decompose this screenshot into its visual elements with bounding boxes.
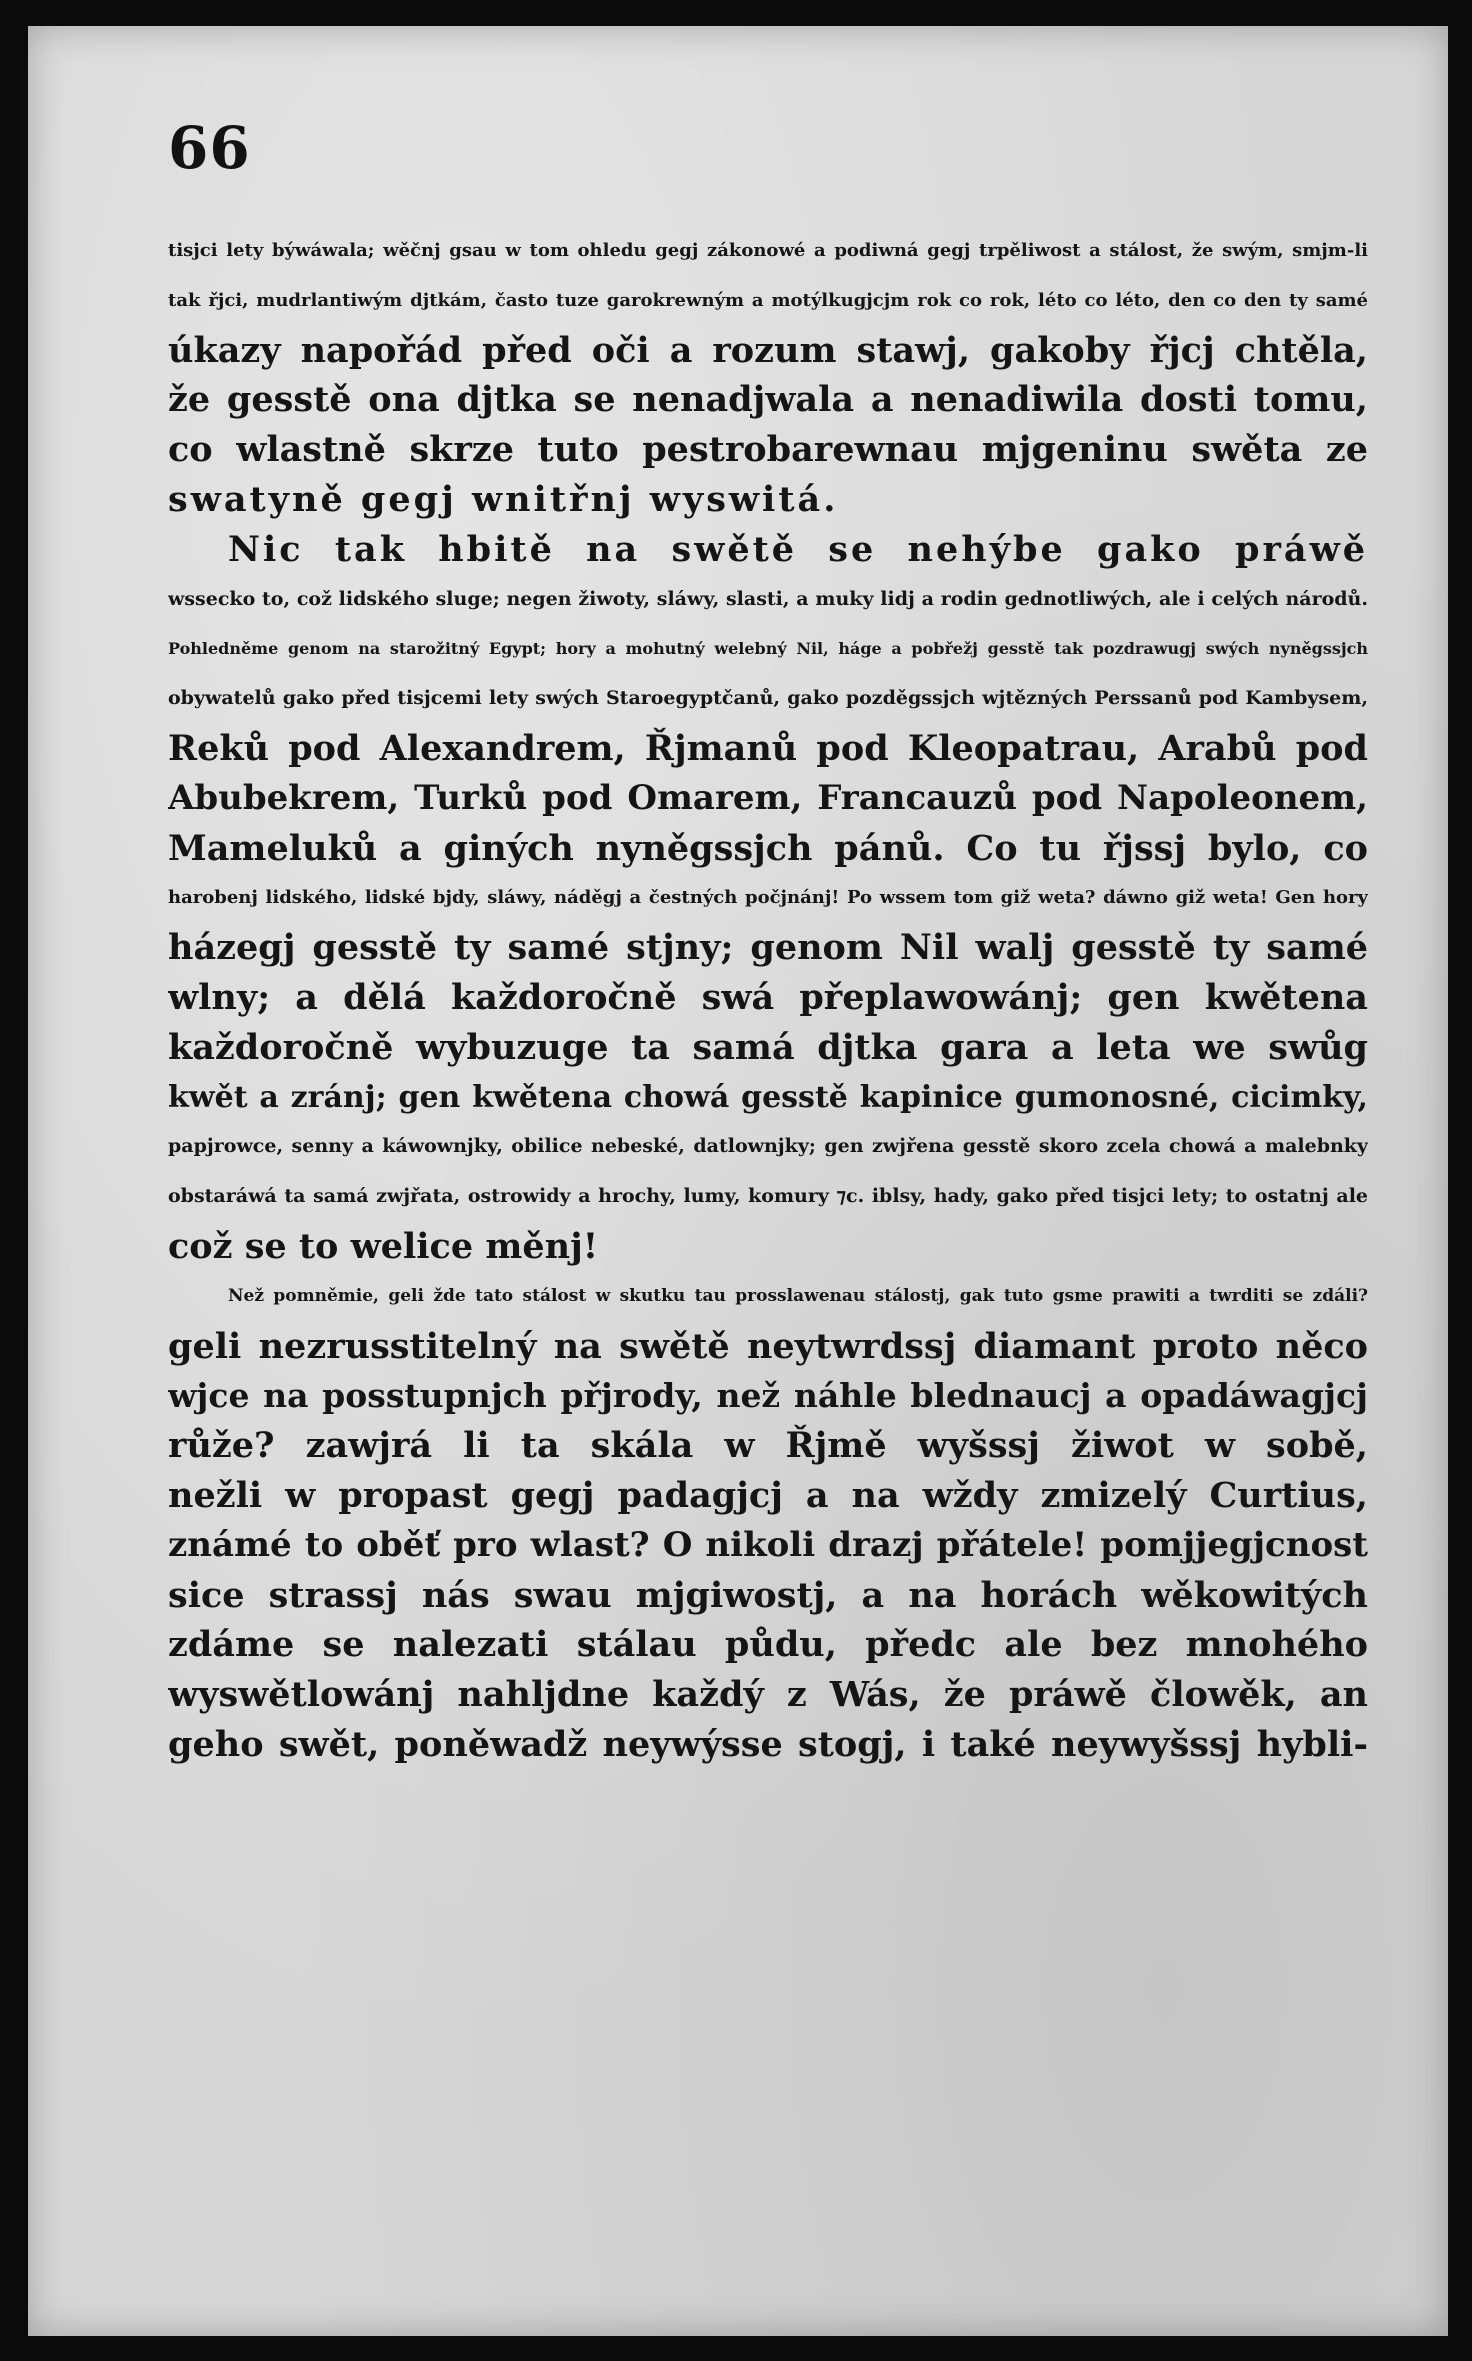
text-line: Abubekrem, Turků pod Omarem, Francauzů pod Napoleonem,	[168, 777, 1368, 818]
page-number: 66	[168, 114, 251, 182]
text-line: házegj gesstě ty samé stjny; genom Nil walj gesstě ty samé	[168, 927, 1368, 969]
text-line: nežli w propast gegj padagjcj a na wždy zmizelý Curtius,	[168, 1474, 1368, 1516]
book-page	[28, 26, 1448, 2336]
text-line: což se to welice měnj!	[168, 1225, 599, 1267]
text-line: známé to oběť pro wlast? O nikoli drazj přátele! pomjjegjcnost	[168, 1524, 1368, 1565]
text-line: obywatelů gako před tisjcemi lety swých Staroegyptčanů, gako pozděgssjch wjtězných Perssanů pod Kambysem,	[168, 687, 1368, 710]
text-line: sice strassj nás swau mjgiwostj, a na horách wěkowitých	[168, 1574, 1368, 1616]
text-line: wyswětlowánj nahljdne každý z Wás, že práwě člowěk, an	[168, 1674, 1368, 1716]
text-line: papjrowce, senny a káwownjky, obilice nebeské, datlownjky; gen zwjřena gesstě skoro zcela chowá a malebnky	[168, 1135, 1368, 1158]
text-line: harobenj lidského, lidské bjdy, sláwy, náděgj a čestných počjnánj! Po wssem tom giž weta? dáwno giž weta! Gen hory	[168, 887, 1368, 909]
text-line: geli nezrusstitelný na swětě neytwrdssj diamant proto něco	[168, 1325, 1368, 1367]
text-line: každoročně wybuzuge ta samá djtka gara a leta we swůg	[168, 1026, 1368, 1068]
text-line: že gesstě ona djtka se nenadjwala a nenadiwila dosti tomu,	[168, 379, 1368, 421]
text-line: Nic tak hbitě na swětě se nehýbe gako práwě	[228, 528, 1368, 570]
text-line: růže? zawjrá li ta skála w Řjmě wyšssj žiwot w sobě,	[168, 1425, 1368, 1467]
text-line: wjce na posstupnjch přjrody, než náhle blednaucj a opadáwagjcj	[168, 1376, 1368, 1416]
text-line: swatyně gegj wnitřnj wyswitá.	[168, 478, 839, 520]
text-line: Než pomněmie, geli žde tato stálost w skutku tau prosslawenau stálostj, gak tuto gsme prawiti a twrditi se zdáli?	[228, 1285, 1368, 1306]
text-line: tak řjci, mudrlantiwým djtkám, často tuze garokrewným a motýlkugjcjm rok co rok, léto co léto, den co den ty samé	[168, 289, 1368, 311]
text-line: Mameluků a giných nyněgssjch pánů. Co tu řjssj bylo, co	[168, 827, 1368, 869]
text-line: wlny; a dělá každoročně swá přeplawowánj; gen kwětena	[168, 976, 1368, 1018]
body-text	[168, 226, 1368, 1770]
text-line: Reků pod Alexandrem, Řjmanů pod Kleopatrau, Arabů pod	[168, 727, 1368, 769]
text-line: obstaráwá ta samá zwjřata, ostrowidy a hrochy, lumy, komury ⁊c. iblsy, hady, gako před tisjci lety; to ostatnj ale	[168, 1185, 1368, 1208]
text-line: kwět a zránj; gen kwětena chowá gesstě kapinice gumonosné, cicimky,	[168, 1079, 1368, 1115]
text-line: geho swět, poněwadž neywýsse stogj, i také neywyšssj hybli-	[168, 1723, 1368, 1765]
text-line: úkazy napořád před oči a rozum stawj, gakoby řjcj chtěla,	[168, 329, 1368, 371]
text-line: Pohledněme genom na starožitný Egypt; hory a mohutný welebný Nil, háge a pobřežj gesstě tak pozdrawugj swých nyněgssjch	[168, 639, 1368, 659]
text-line: co wlastně skrze tuto pestrobarewnau mjgeninu swěta ze	[168, 429, 1368, 471]
text-line: tisjci lety býwáwala; wěčnj gsau w tom ohledu gegj zákonowé a podiwná gegj trpěliwost a stálost, že swým, smjm-li	[168, 240, 1368, 261]
text-line: zdáme se nalezati stálau půdu, předc ale bez mnohého	[168, 1624, 1368, 1666]
text-line: wssecko to, což lidského sluge; negen žiwoty, sláwy, slasti, a muky lidj a rodin gednotliwých, ale i celých národů.	[168, 587, 1368, 610]
